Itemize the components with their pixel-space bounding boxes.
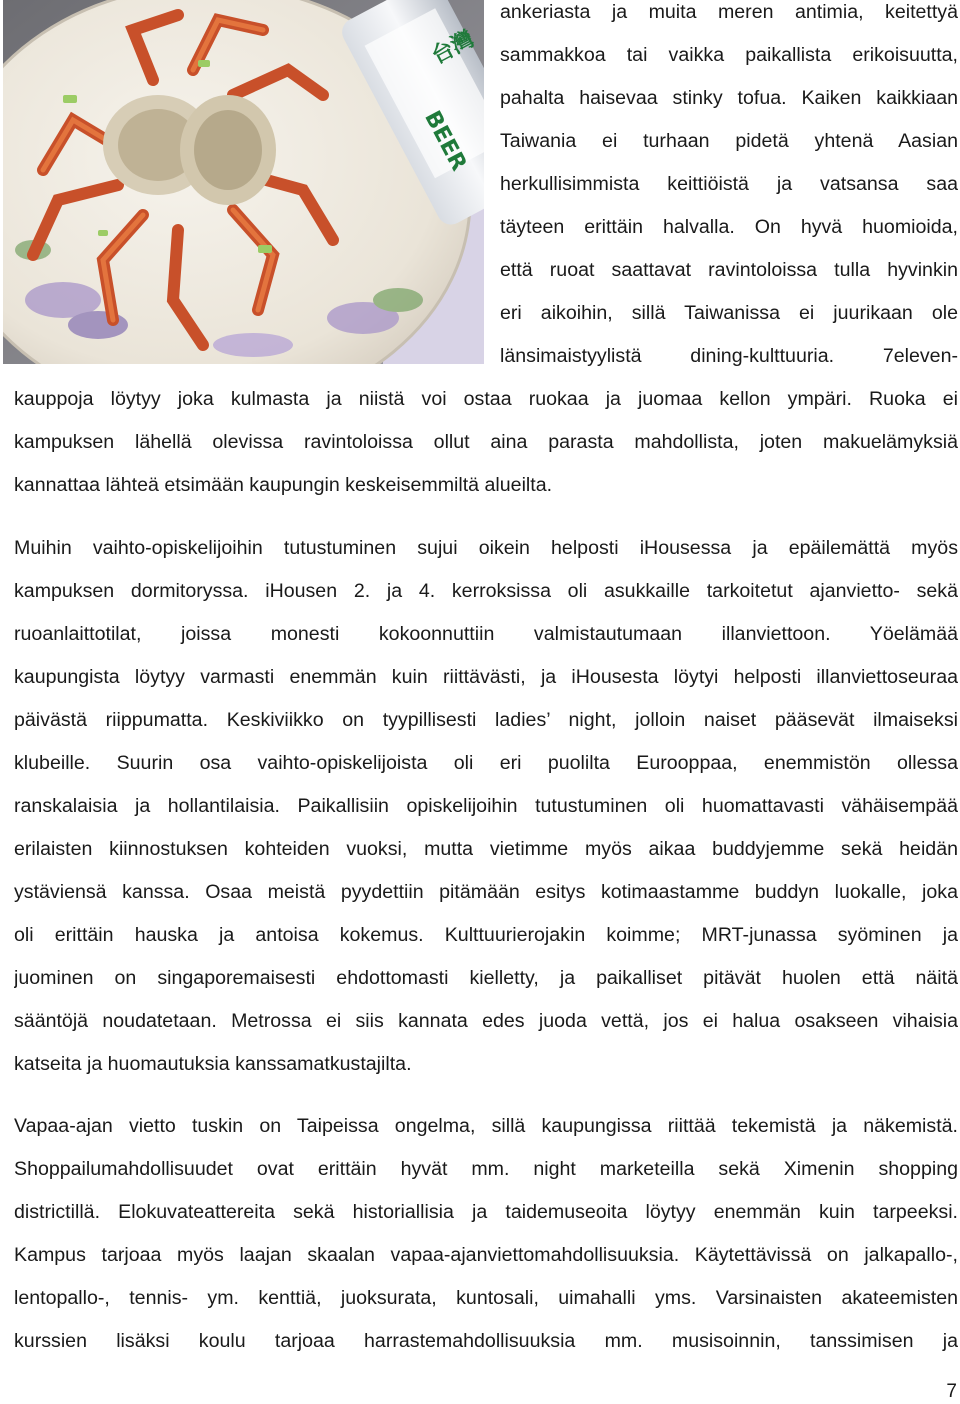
text-line: erilaisten kiinnostuksen kohteiden vuoksi, mutta vietimme myös aikaa buddyjemme sekä heidän [14, 838, 958, 860]
text-line: päivästä riippumatta. Keskiviikko on tyypillisesti ladies’ night, jolloin naiset pääsevät ilmaiseksi [14, 709, 958, 731]
food-photo [3, 0, 484, 364]
text-line: katseita ja huomautuksia kanssamatkustajilta. [14, 1053, 412, 1075]
text-line: kauppoja löytyy joka kulmasta ja niistä voi ostaa ruokaa ja juomaa kellon ympäri. Ruoka ei [14, 388, 958, 410]
text-line: klubeille. Suurin osa vaihto-opiskelijoista oli eri puolilta Eurooppaa, enemmistön ollessa [14, 752, 958, 774]
text-line: Taiwania ei turhaan pidetä yhtenä Aasian [500, 130, 958, 152]
text-line: herkullisimmista keittiöistä ja vatsansa saa [500, 173, 958, 195]
text-line: oli erittäin hauska ja antoisa kokemus. Kulttuurierojakin koimme; MRT-junassa syöminen ja [14, 924, 958, 946]
text-line: että ruoat saattavat ravintoloissa tulla hyvinkin [500, 259, 958, 281]
text-line: kampuksen lähellä olevissa ravintoloissa ollut aina parasta mahdollista, joten makuelämyksiä [14, 431, 958, 453]
text-line: lentopallo-, tennis- ym. kenttiä, juoksurata, kuntosali, uimahalli yms. Varsinaisten akateemisten [14, 1287, 958, 1309]
text-line: juominen on singaporemaisesti ehdottomasti kielletty, ja paikalliset pitävät huolen että näitä [14, 967, 958, 989]
text-line: districtillä. Elokuvateattereita sekä historiallisia ja taidemuseoita löytyy enemmän kuin tarpeeksi. [14, 1201, 958, 1223]
text-line: Kampus tarjoaa myös laajan skaalan vapaa-ajanviettomahdollisuuksia. Käytettävissä on jalkapallo-, [14, 1244, 958, 1266]
text-line: Vapaa-ajan vietto tuskin on Taipeissa ongelma, sillä kaupungissa riittää tekemistä ja näkemistä. [14, 1115, 958, 1137]
text-line: sääntöjä noudatetaan. Metrossa ei siis kannata edes juoda vettä, jos ei halua osakseen vihaisia [14, 1010, 958, 1032]
text-line: kaupungista löytyy varmasti enemmän kuin riittävästi, ja iHousesta löytyi helposti illanviettoseuraa [14, 666, 958, 688]
text-line: Muihin vaihto-opiskelijoihin tutustuminen sujui oikein helposti iHousessa ja epäilemättä myös [14, 537, 958, 559]
text-line: kannattaa lähteä etsimään kaupungin keskeisemmiltä alueilta. [14, 474, 553, 496]
paragraph-food-beside-photo [500, 0, 958, 378]
text-line: täyteen erittäin halvalla. On hyvä huomioida, [500, 216, 958, 238]
text-line: sammakkoa tai vaikka paikallista erikoisuutta, [500, 44, 958, 66]
svg-text:台灣: 台灣 [427, 26, 479, 70]
text-line: ruoanlaittotilat, joissa monesti kokoonnuttiin valmistautumaan illanviettoon. Yöelämää [14, 623, 958, 645]
text-line: eri aikoihin, sillä Taiwanissa ei juurikaan ole [500, 302, 958, 324]
text-line: kurssien lisäksi koulu tarjoaa harrastemahdollisuuksia mm. musisoinnin, tanssimisen ja [14, 1330, 958, 1352]
page-number: 7 [946, 1381, 957, 1402]
text-line: Shoppailumahdollisuudet ovat erittäin hyvät mm. night marketeilla sekä Ximenin shopping [14, 1158, 958, 1180]
text-line: ystäviensä kanssa. Osaa meistä pyydettiin pitämään esitys kotimaastamme buddyn luokalle, joka [14, 881, 958, 903]
paragraph-exchange-students [14, 527, 958, 1086]
text-line: länsimaistyylistä dining-kulttuuria. 7eleven- [500, 345, 958, 367]
text-line: kampuksen dormitoryssa. iHousen 2. ja 4. kerroksissa oli asukkaille tarkoitetut ajanvietto- sekä [14, 580, 958, 602]
svg-text:BEER: BEER [419, 106, 472, 175]
text-line: ranskalaisia ja hollantilaisia. Paikallisiin opiskelijoihin tutustuminen oli huomattavasti vähäisempää [14, 795, 958, 817]
paragraph-food-continued [14, 378, 958, 507]
paragraph-free-time [14, 1105, 958, 1363]
text-line: ankeriasta ja muita meren antimia, keitettyä [500, 1, 958, 23]
text-line: pahalta haisevaa stinky tofua. Kaiken kaikkiaan [500, 87, 958, 109]
crab-plate-icon [3, 0, 484, 364]
